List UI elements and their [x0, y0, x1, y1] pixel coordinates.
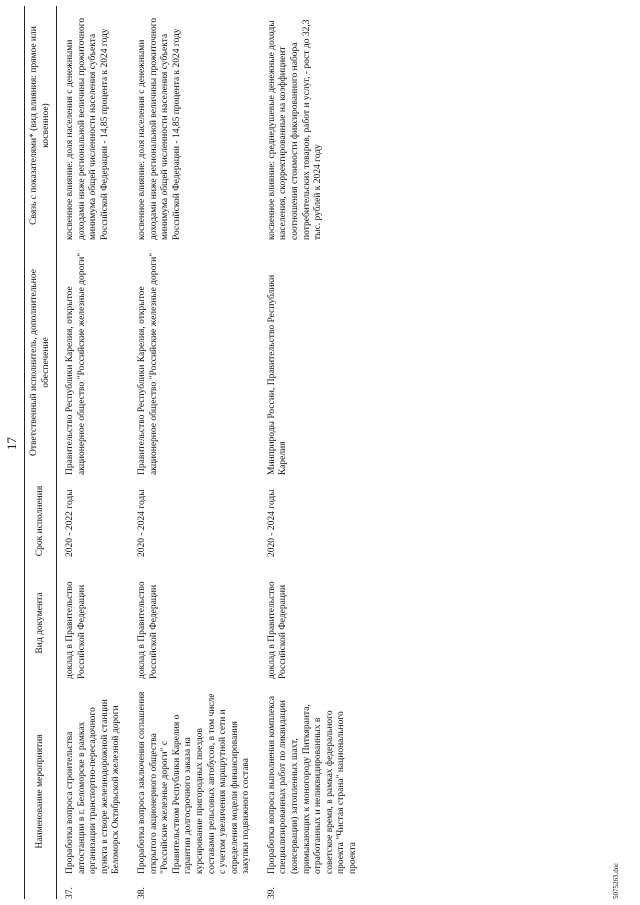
table-row [57, 6, 129, 899]
row-executor: Минприроды России, Правительство Республики Карелия [266, 274, 289, 475]
measures-table [24, 6, 365, 899]
row-term: 2020 - 2024 годы [266, 489, 277, 557]
header-term: Срок исполнения [25, 480, 57, 562]
header-doc-type: Вид документа [25, 562, 57, 684]
row-number: 39. [266, 887, 277, 899]
row-name: Проработка вопроса строительства автостанции в г. Беломорске в рамках организации транспортно-пересадочного пункта в створе железнодорожной станции Беломорск Октябрьской железной дороги [65, 699, 122, 874]
row-name: Проработка вопроса выполнения комплекса специализированных работ по ликвидации (консервации) затопленных шахт, примыкающих к моногороду Питкяранта, отработанных и неликвидированных в советское время, в рамках федерального проекта "Чистая страна" национального проекта [266, 695, 358, 874]
row-doc-type: доклад в Правительство Российской Федерации [266, 581, 289, 679]
row-term: 2020 - 2022 годы [65, 489, 76, 557]
header-executor: Ответственный исполнитель, дополнительное обеспечение [25, 245, 57, 480]
row-term: 2020 - 2024 годы [137, 489, 148, 557]
page-number: 17 [4, 437, 19, 450]
row-relation: косвенное влияние: доля населения с денежными доходами ниже региональной величины прожиточного минимума общей численности населения субъекта Российской Федерации - 14,85 процента к 2024 году [137, 17, 182, 240]
table-header-row [25, 6, 57, 899]
header-relation: Связь с показателями* (вид влияния: прямое или косвенное) [25, 6, 57, 245]
row-relation: косвенное влияние: доля населения с денежными доходами ниже региональной величины прожиточного минимума общей численности населения субъекта Российской Федерации - 14,85 процента к 2024 году [65, 17, 110, 240]
row-doc-type: доклад в Правительство Российской Федерации [65, 581, 87, 679]
document-code: 5075263.doc [612, 862, 620, 899]
header-name: Наименование мероприятия [25, 684, 57, 899]
row-number: 37. [65, 887, 76, 899]
row-name: Проработка вопроса заключения соглашения открытого акционерного общества "Российские железные дороги" с Правительством Республики Карелия о гарантии долгосрочного заказа на курсирование пригородных поездов составами рельсовых автобусов, в том числе с учетом увеличения маршрутной сети и определения модели финансирования закупки подвижного состава [137, 691, 252, 874]
table-row [259, 6, 366, 899]
row-executor: Правительство Республики Карелия, открытое акционерное общество "Российские железные дороги" [65, 252, 87, 475]
row-number: 38. [137, 887, 148, 899]
row-relation: косвенное влияние: среднедушевые денежные доходы населения, скорректированные на коэффициент соотношения стоимости фиксированного набора потребительских товаров, работ и услуг, - рост до 32,3 тыс. рублей к 2024 году [266, 19, 324, 240]
table-row [129, 6, 259, 899]
row-executor: Правительство Республики Карелия, открытое акционерное общество "Российские железные дороги" [137, 252, 159, 475]
row-doc-type: доклад в Правительство Российской Федерации [137, 581, 159, 679]
